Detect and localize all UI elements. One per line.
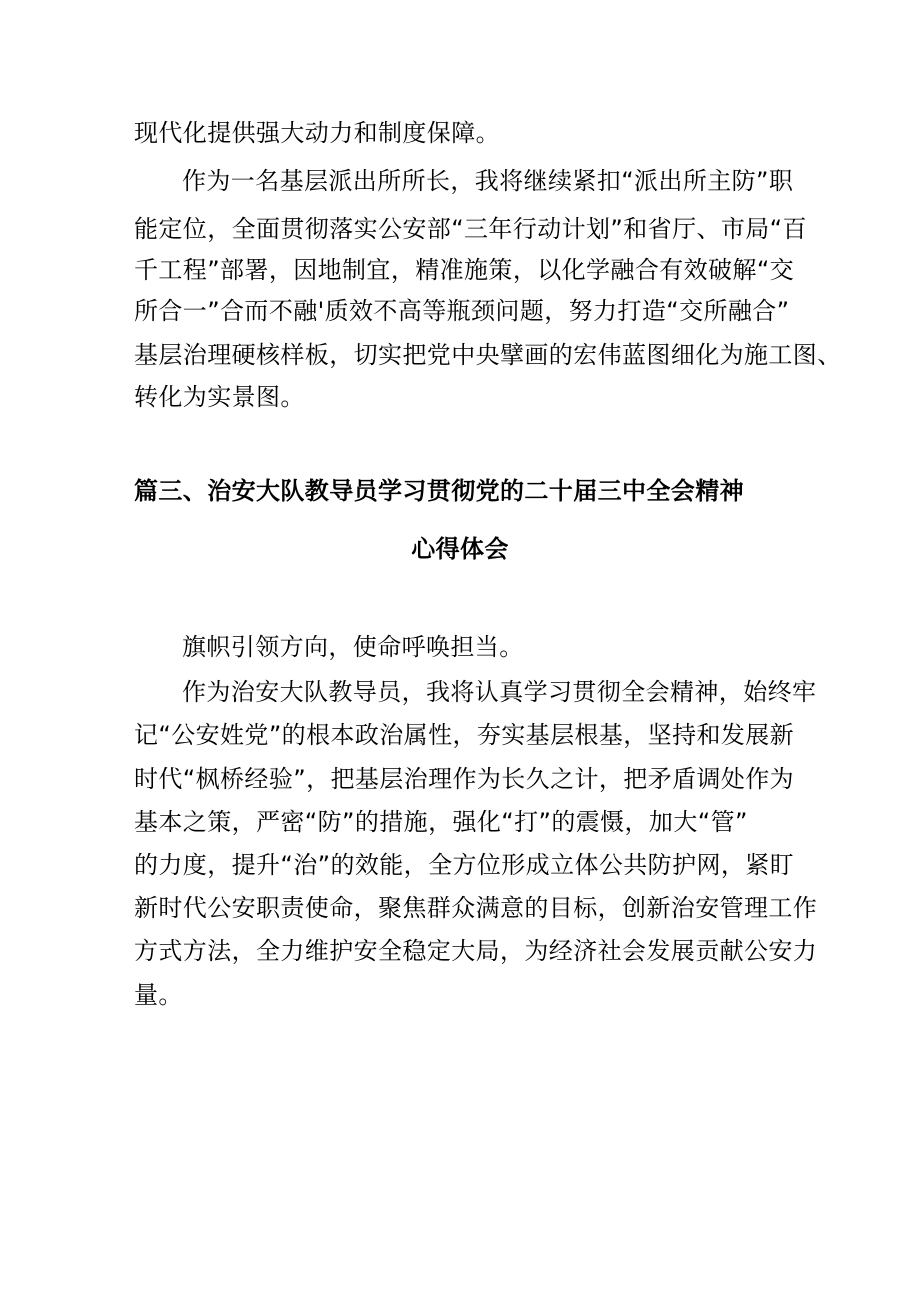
paragraph-line: 所合一”合而不融'质效不高等瓶颈问题，努力打造“交所融合” xyxy=(134,297,790,325)
paragraph-line: 转化为实景图。 xyxy=(134,383,305,411)
paragraph-line: 记“公安姓党”的根本政治属性，夯实基层根基，坚持和发展新 xyxy=(134,721,795,749)
paragraph-line: 新时代公安职责使命，聚焦群众满意的目标，创新治安管理工作 xyxy=(134,894,818,922)
paragraph-line: 方式方法，全力维护安全稳定大局，为经济社会发展贡献公安力 xyxy=(134,937,818,965)
paragraph-intro: 旗帜引领方向，使命呼唤担当。 xyxy=(182,633,524,661)
section-title: 篇三、治安大队教导员学习贯彻党的二十届三中全会精神 xyxy=(134,477,744,505)
paragraph-line: 作为一名基层派出所所长，我将继续紧扣“派出所主防”职 xyxy=(182,167,794,195)
paragraph-line: 量。 xyxy=(134,981,183,1009)
section-title-continued: 心得体会 xyxy=(411,535,509,563)
paragraph-line: 基本之策，严密“防”的措施，强化“打”的震慑，加大“管” xyxy=(134,808,748,836)
paragraph-line: 千工程”部署，因地制宜，精准施策，以化学融合有效破解“交 xyxy=(134,256,795,284)
paragraph-line: 能定位，全面贯彻落实公安部“三年行动计划”和省厅、市局“百 xyxy=(134,215,807,243)
paragraph-line: 的力度，提升“治”的效能，全方位形成立体公共防护网，紧盯 xyxy=(134,851,795,879)
paragraph-line: 时代“枫桥经验”，把基层治理作为长久之计，把矛盾调处作为 xyxy=(134,765,795,793)
paragraph-line: 现代化提供强大动力和制度保障。 xyxy=(134,119,500,147)
paragraph-line: 基层治理硬核样板，切实把党中央擘画的宏伟蓝图细化为施工图、 xyxy=(134,341,842,369)
paragraph-line: 作为治安大队教导员，我将认真学习贯彻全会精神，始终牢 xyxy=(182,678,817,706)
